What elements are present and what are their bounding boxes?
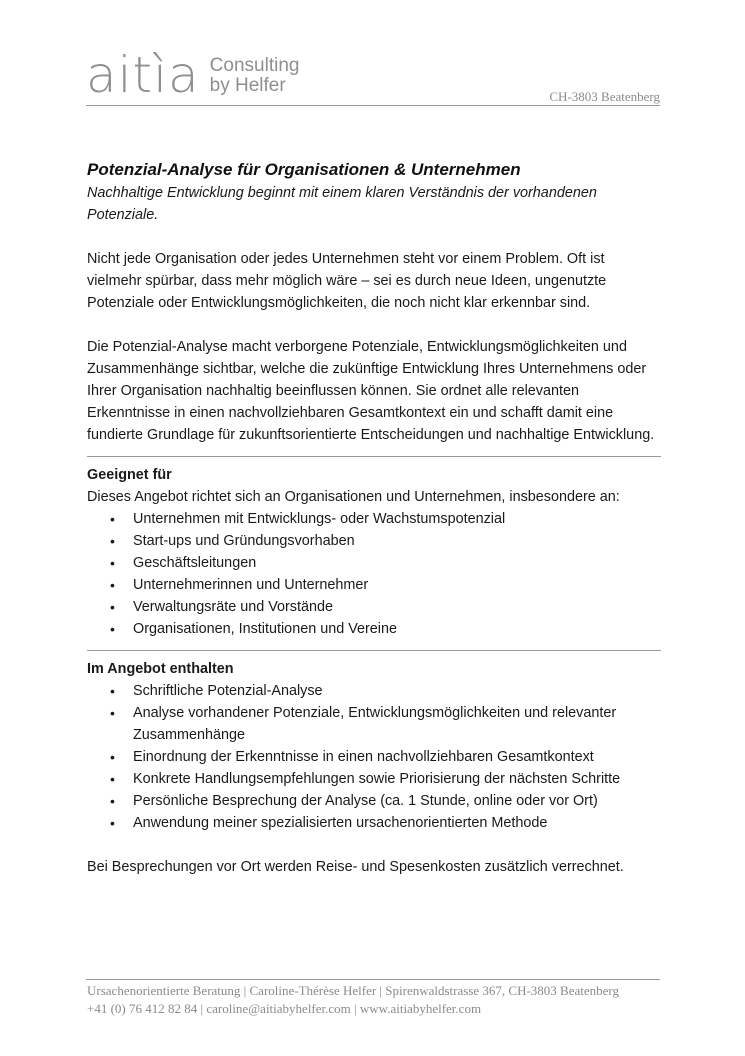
list-item bbox=[87, 768, 661, 790]
list-item bbox=[87, 790, 661, 812]
list-item-text: Schriftliche Potenzial-Analyse bbox=[133, 683, 323, 699]
page-footer bbox=[87, 982, 661, 1018]
footer-line-address: Ursachenorientierte Beratung | Caroline-Thérèse Helfer | Spirenwaldstrasse 367, CH-3803 Beatenberg bbox=[87, 983, 620, 998]
company-logo bbox=[86, 46, 300, 104]
list-item bbox=[87, 680, 661, 702]
header-location: CH-3803 Beatenberg bbox=[549, 89, 660, 104]
list-item bbox=[87, 530, 661, 552]
included-heading: Im Angebot enthalten bbox=[87, 661, 234, 677]
bullet-icon: • bbox=[110, 621, 115, 637]
bullet-icon: • bbox=[110, 815, 115, 831]
list-item-text: Analyse vorhandener Potenziale, Entwicklungsmöglichkeiten und relevanter Zusammenhänge bbox=[133, 705, 617, 743]
list-item bbox=[87, 618, 661, 640]
intro-paragraph: Nicht jede Organisation oder jedes Unternehmen steht vor einem Problem. Oft ist vielmehr spürbar, dass mehr möglich wäre – sei es durch neue Ideen, ungenutzte Potenziale oder Entwicklungsmöglichkeiten, die noch nicht klar erkennbar sind. bbox=[87, 251, 607, 311]
document-body bbox=[87, 158, 661, 878]
spacer bbox=[87, 314, 661, 336]
bullet-icon: • bbox=[110, 749, 115, 765]
spacer bbox=[87, 226, 661, 248]
bullet-icon: • bbox=[110, 555, 115, 571]
list-item bbox=[87, 508, 661, 530]
header-divider bbox=[86, 105, 660, 106]
logo-wordmark: aitìa bbox=[86, 46, 200, 104]
travel-costs-note: Bei Besprechungen vor Ort werden Reise- und Spesenkosten zusätzlich verrechnet. bbox=[87, 859, 624, 875]
bullet-icon: • bbox=[110, 599, 115, 615]
list-item-text: Geschäftsleitungen bbox=[133, 555, 257, 571]
list-item-text: Organisationen, Institutionen und Vereine bbox=[133, 621, 398, 637]
logo-subtitle bbox=[210, 56, 300, 96]
bullet-icon: • bbox=[110, 771, 115, 787]
list-item-text: Verwaltungsräte und Vorstände bbox=[133, 599, 334, 615]
list-item-text: Konkrete Handlungsempfehlungen sowie Priorisierung der nächsten Schritte bbox=[133, 771, 621, 787]
section-divider bbox=[87, 650, 661, 651]
logo-subtitle-line-2: by Helfer bbox=[209, 75, 286, 96]
list-item-text: Einordnung der Erkenntnisse in einen nachvollziehbaren Gesamtkontext bbox=[133, 749, 594, 765]
list-item-text: Unternehmen mit Entwicklungs- oder Wachstumspotenzial bbox=[133, 511, 506, 527]
included-list bbox=[87, 680, 661, 834]
suitable-for-intro: Dieses Angebot richtet sich an Organisationen und Unternehmen, insbesondere an: bbox=[87, 489, 620, 505]
bullet-icon: • bbox=[110, 793, 115, 809]
description-paragraph: Die Potenzial-Analyse macht verborgene Potenziale, Entwicklungsmöglichkeiten und Zusammenhänge sichtbar, welche die zukünftige Entwicklung Ihres Unternehmens oder Ihrer Organisation nachhaltig beeinflussen können. Sie ordnet alle relevanten Erkenntnisse in einen nachvollziehbaren Gesamtkontext ein und schafft damit eine fundierte Grundlage für zukunftsorientierte Entscheidungen und nachhaltige Entwicklung. bbox=[87, 339, 655, 443]
suitable-for-list bbox=[87, 508, 661, 640]
spacer bbox=[87, 834, 661, 856]
list-item bbox=[87, 552, 661, 574]
list-item-text: Anwendung meiner spezialisierten ursachenorientierten Methode bbox=[133, 815, 548, 831]
suitable-for-section bbox=[87, 464, 661, 640]
list-item-text: Unternehmerinnen und Unternehmer bbox=[133, 577, 369, 593]
footer-divider bbox=[86, 979, 660, 980]
list-item-text: Start-ups und Gründungsvorhaben bbox=[133, 533, 355, 549]
logo-subtitle-line-1: Consulting bbox=[209, 55, 300, 76]
bullet-icon: • bbox=[110, 705, 115, 721]
list-item bbox=[87, 574, 661, 596]
list-item bbox=[87, 702, 661, 746]
document-subtitle: Nachhaltige Entwicklung beginnt mit einem klaren Verständnis der vorhandenen Potenziale. bbox=[87, 185, 597, 223]
section-divider bbox=[87, 456, 661, 457]
document-title: Potenzial-Analyse für Organisationen & Unternehmen bbox=[87, 160, 521, 179]
bullet-icon: • bbox=[110, 533, 115, 549]
list-item bbox=[87, 812, 661, 834]
bullet-icon: • bbox=[110, 683, 115, 699]
list-item bbox=[87, 596, 661, 618]
footer-line-contact: +41 (0) 76 412 82 84 | caroline@aitiabyhelfer.com | www.aitiabyhelfer.com bbox=[87, 1001, 482, 1016]
included-section bbox=[87, 658, 661, 878]
suitable-for-heading: Geeignet für bbox=[87, 467, 172, 483]
bullet-icon: • bbox=[110, 511, 115, 527]
list-item bbox=[87, 746, 661, 768]
list-item-text: Persönliche Besprechung der Analyse (ca. 1 Stunde, online oder vor Ort) bbox=[133, 793, 598, 809]
bullet-icon: • bbox=[110, 577, 115, 593]
